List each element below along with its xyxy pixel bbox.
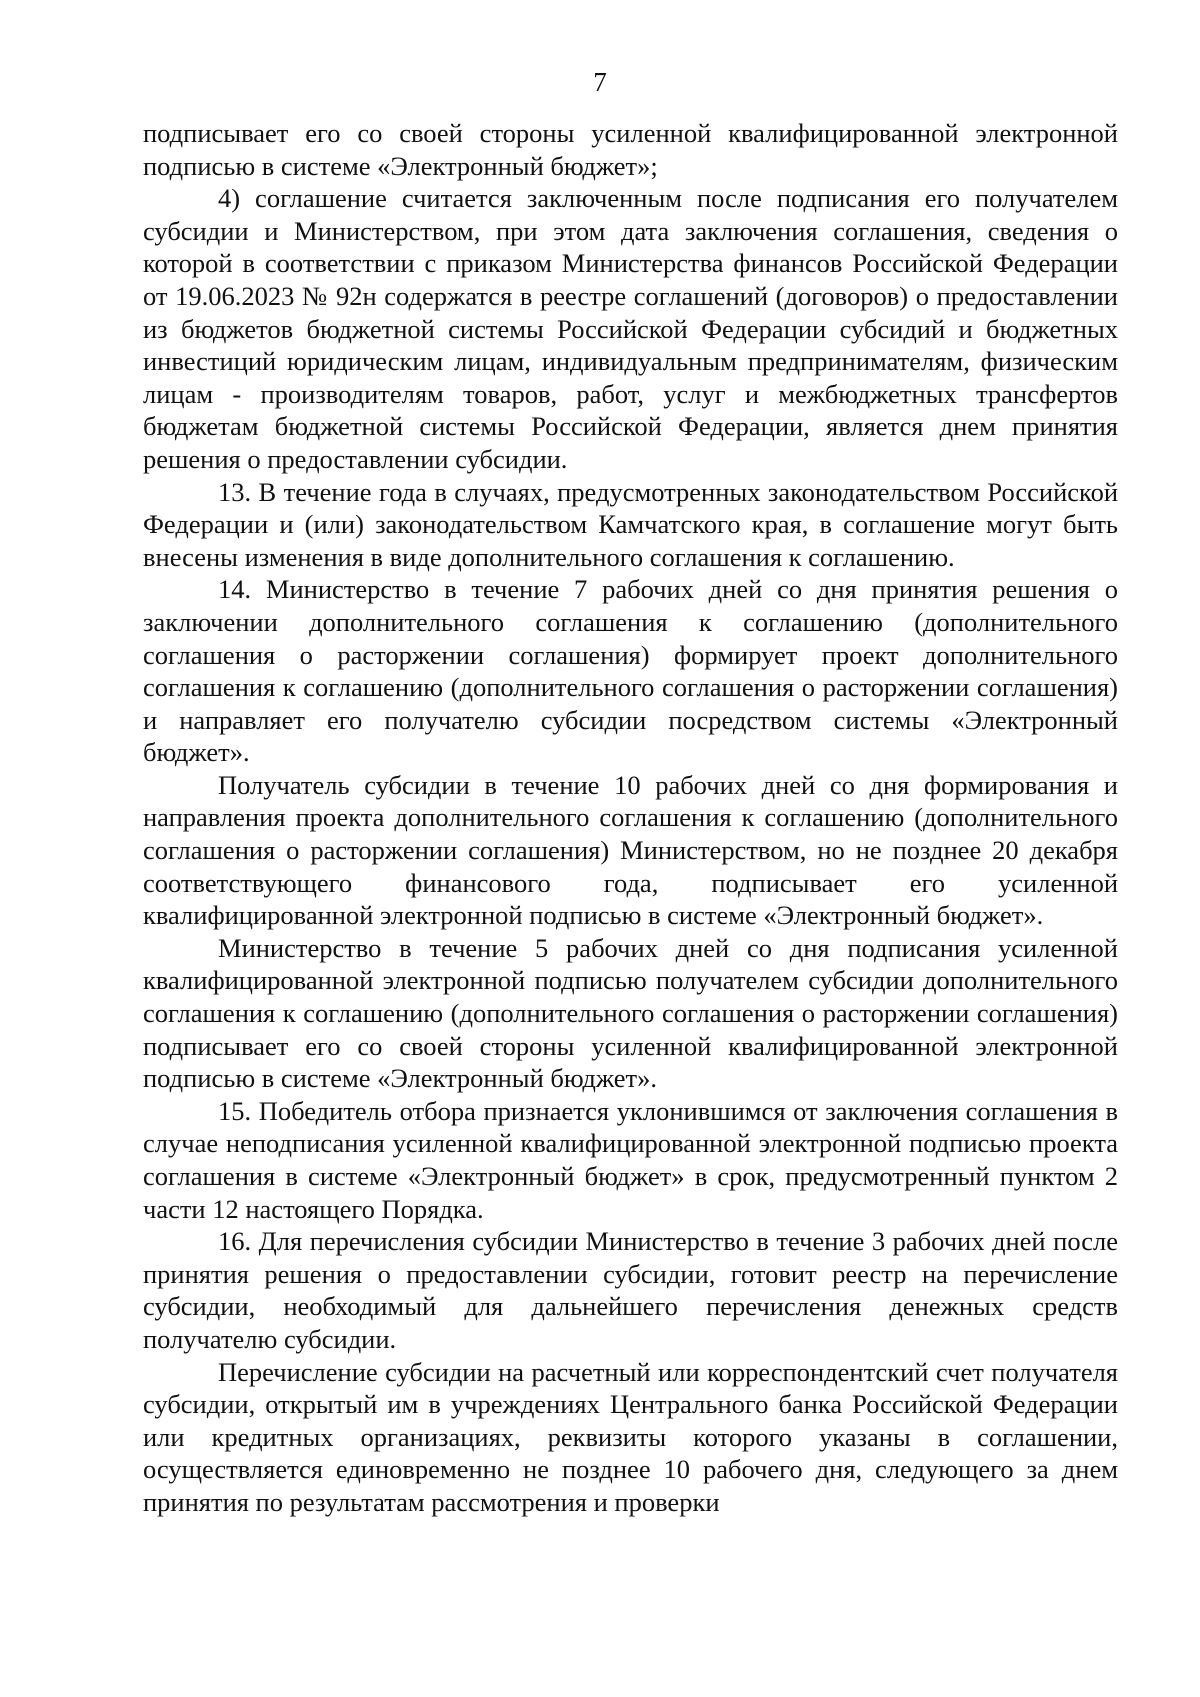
document-body (143, 117, 1118, 1519)
paragraph-item-4: 4) соглашение считается заключенным после подписания его получателем субсидии и Министерством, при этом дата заключения соглашения, сведения о которой в соответствии с приказом Министерства финансов Российской Федерации от 19.06.2023 № 92н содержатся в реестре соглашений (договоров) о предоставлении из бюджетов бюджетной системы Российской Федерации субсидий и бюджетных инвестиций юридическим лицам, индивидуальным предпринимателям, физическим лицам - производителям товаров, работ, услуг и межбюджетных трансфертов бюджетам бюджетной системы Российской Федерации, является днем принятия решения о предоставлении субсидии. (143, 183, 1118, 474)
paragraph-clause-16: 16. Для перечисления субсидии Министерство в течение 3 рабочих дней после принятия решения о предоставлении субсидии, готовит реестр на перечисление субсидии, необходимый для дальнейшего перечисления денежных средств получателю субсидии. (143, 1226, 1118, 1354)
paragraph-clause-16-transfer: Перечисление субсидии на расчетный или корреспондентский счет получателя субсидии, открытый им в учреждениях Центрального банка Российской Федерации или кредитных организациях, реквизиты которого указаны в соглашении, осуществляется единовременно не позднее 10 рабочего дня, следующего за днем принятия по результатам рассмотрения и проверки (143, 1356, 1118, 1517)
paragraph-clause-14-recipient: Получатель субсидии в течение 10 рабочих дней со дня формирования и направления проекта дополнительного соглашения к соглашению (дополнительного соглашения о расторжении соглашения) Министерством, но не позднее 20 декабря соответствующего финансового года, подписывает его усиленной квалифицированной электронной подписью в системе «Электронный бюджет». (143, 769, 1118, 931)
paragraph-clause-14-ministry: Министерство в течение 5 рабочих дней со дня подписания усиленной квалифицированной электронной подписью получателем субсидии дополнительного соглашения к соглашению (дополнительного соглашения о расторжении соглашения) подписывает его со своей стороны усиленной квалифицированной электронной подписью в системе «Электронный бюджет». (143, 932, 1118, 1094)
paragraph-clause-15: 15. Победитель отбора признается уклонившимся от заключения соглашения в случае неподписания усиленной квалифицированной электронной подписью проекта соглашения в системе «Электронный бюджет» в срок, предусмотренный пунктом 2 части 12 настоящего Порядка. (143, 1095, 1118, 1224)
paragraph-continuation: подписывает его со своей стороны усиленной квалифицированной электронной подписью в системе «Электронный бюджет»; (143, 118, 1118, 181)
page-number: 7 (593, 67, 607, 97)
paragraph-clause-14: 14. Министерство в течение 7 рабочих дней со дня принятия решения о заключении дополнительного соглашения к соглашению (дополнительного соглашения о расторжении соглашения) формирует проект дополнительного соглашения к соглашению (дополнительного соглашения о расторжении соглашения) и направляет его получателю субсидии посредством системы «Электронный бюджет». (143, 574, 1118, 768)
paragraph-clause-13: 13. В течение года в случаях, предусмотренных законодательством Российской Федерации и (или) законодательством Камчатского края, в соглашение могут быть внесены изменения в виде дополнительного соглашения к соглашению. (143, 476, 1118, 572)
